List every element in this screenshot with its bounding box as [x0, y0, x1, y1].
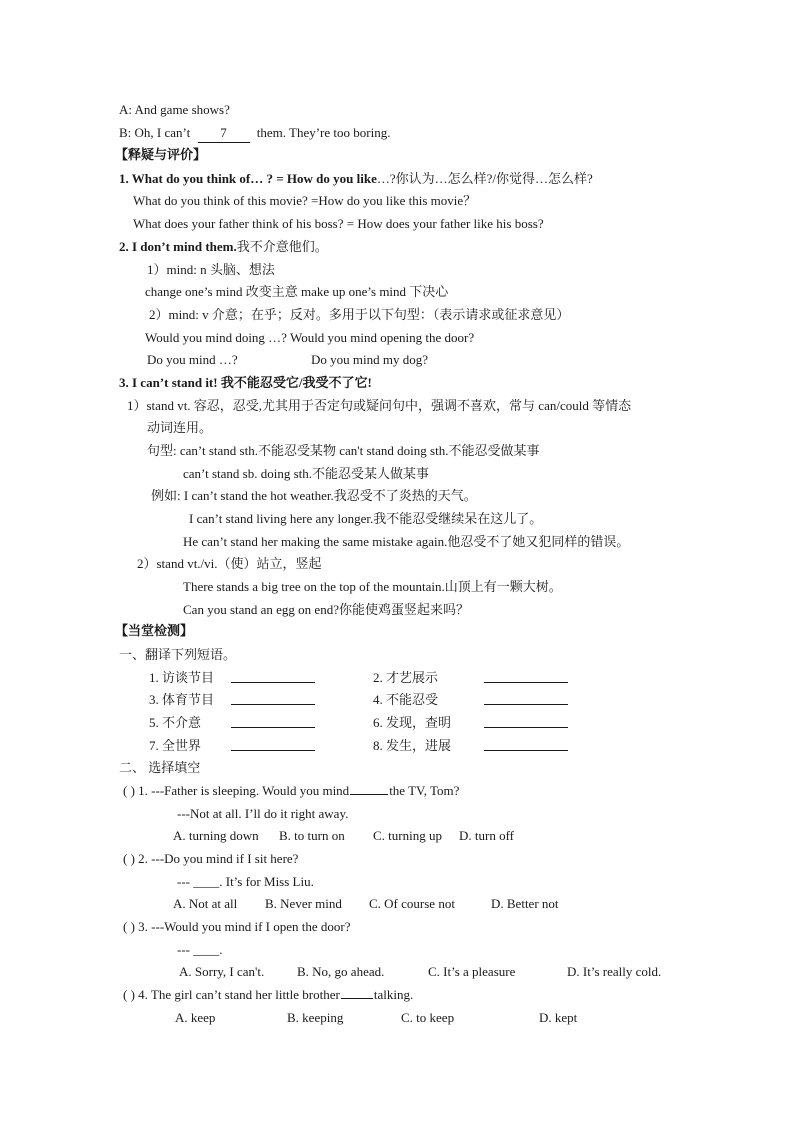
question-2-option-a[interactable]: A. Not at all	[173, 896, 238, 911]
phrase-item: 2. 才艺展示	[373, 670, 439, 685]
question-3-option-c[interactable]: C. It’s a pleasure	[428, 964, 516, 979]
phrase-item: 8. 发生，进展	[373, 738, 452, 753]
point3-line3: 句型: can’t stand sth.不能忍受某物 can't stand doing sth.不能忍受做某事	[147, 443, 540, 458]
point2-line3: 2）mind: v 介意；在乎；反对。多用于以下句型：（表示请求或征求意见）	[149, 307, 570, 322]
phrase-answer-blank[interactable]	[231, 737, 315, 756]
point3-line4: can’t stand sb. doing sth.不能忍受某人做某事	[183, 466, 430, 481]
question-4-option-b[interactable]: B. keeping	[287, 1010, 344, 1025]
phrase-item: 1. 访谈节目	[149, 670, 215, 685]
question-1-option-b[interactable]: B. to turn on	[279, 828, 345, 843]
phrase-answer-blank[interactable]	[231, 691, 315, 710]
point2-line5a: Do you mind …?	[147, 352, 238, 367]
question-4-option-c[interactable]: C. to keep	[401, 1010, 455, 1025]
phrase-answer-blank[interactable]	[231, 714, 315, 733]
phrase-answer-blank[interactable]	[231, 669, 315, 688]
question-1-option-d[interactable]: D. turn off	[459, 828, 515, 843]
phrase-answer-blank[interactable]	[484, 669, 568, 688]
question-2-line2: --- ____. It’s for Miss Liu.	[177, 874, 314, 889]
question-4-option-d[interactable]: D. kept	[539, 1010, 578, 1025]
question-1-stem: ( ) 1. ---Father is sleeping. Would you mind the TV, Tom?	[123, 783, 460, 798]
point1-example1: What do you think of this movie? =How do you like this movie？	[133, 193, 477, 208]
question-2-option-b[interactable]: B. Never mind	[265, 896, 342, 911]
point3-line1: 1）stand vt. 容忍，忍受,尤其用于否定句或疑问句中，强调不喜欢，常与 can/could 等情态	[127, 398, 632, 413]
dialog-b-suffix: them. They’re too boring.	[256, 125, 391, 140]
question-2-option-d[interactable]: D. Better not	[491, 896, 559, 911]
point2-line1: 1）mind: n 头脑、想法	[147, 262, 275, 277]
section-heading-explain: 【释疑与评价】	[115, 148, 207, 163]
question-2-option-c[interactable]: C. Of course not	[369, 896, 455, 911]
question-2-stem: ( ) 2. ---Do you mind if I sit here?	[123, 851, 299, 866]
point3-line2: 动词连用。	[147, 420, 213, 435]
phrase-item: 4. 不能忍受	[373, 692, 439, 707]
question-3-option-d[interactable]: D. It’s really cold.	[567, 964, 662, 979]
question-3-line2: --- ____.	[177, 942, 223, 957]
phrase-answer-blank[interactable]	[484, 691, 568, 710]
dialog-line-a: A: And game shows?	[119, 102, 230, 117]
point3-line7: He can’t stand her making the same mistake again.他忍受不了她又犯同样的错误。	[183, 534, 630, 549]
answer-blank: 7	[198, 124, 250, 143]
question-3-option-b[interactable]: B. No, go ahead.	[297, 964, 385, 979]
question-1-blank[interactable]	[350, 794, 388, 795]
dialog-b-prefix: B: Oh, I can’t	[119, 125, 191, 140]
point3-line10: Can you stand an egg on end?你能使鸡蛋竖起来吗？	[183, 602, 469, 617]
point2-title-bold: 2. I don’t mind them.	[119, 239, 237, 254]
question-4-option-a[interactable]: A. keep	[175, 1010, 216, 1025]
part2-title: 二、 选择填空	[119, 760, 201, 775]
question-4-blank[interactable]	[341, 998, 373, 999]
point2-line2: change one’s mind 改变主意 make up one’s mind 下决心	[145, 284, 449, 299]
point1-title	[119, 170, 593, 188]
question-3-option-a[interactable]: A. Sorry, I can't.	[179, 964, 265, 979]
question-1-option-c[interactable]: C. turning up	[373, 828, 442, 843]
phrase-item: 3. 体育节目	[149, 692, 215, 707]
point2-title	[119, 238, 328, 256]
point2-line4: Would you mind doing …? Would you mind opening the door?	[145, 330, 475, 345]
question-1-option-a[interactable]: A. turning down	[173, 828, 259, 843]
part1-title: 一、翻译下列短语。	[119, 647, 237, 662]
point3-line8: 2）stand vt./vi.（使）站立，竖起	[137, 556, 322, 571]
question-3-stem: ( ) 3. ---Would you mind if I open the door?	[123, 919, 351, 934]
point3-line9: There stands a big tree on the top of the mountain.山顶上有一颗大树。	[183, 579, 562, 594]
point3-line6: I can’t stand living here any longer.我不能忍受继续呆在这儿了。	[189, 511, 543, 526]
phrase-answer-blank[interactable]	[484, 737, 568, 756]
phrase-item: 5. 不介意	[149, 715, 202, 730]
point1-title-bold: 1. What do you think of… ? = How do you like	[119, 171, 377, 186]
point3-title: 3. I can’t stand it! 我不能忍受它/我受不了它!	[119, 375, 372, 390]
point3-line5: 例如: I can’t stand the hot weather.我忍受不了炎热的天气。	[151, 488, 477, 503]
phrase-item: 7. 全世界	[149, 738, 202, 753]
point2-title-rest: 我不介意他们。	[236, 239, 328, 254]
question-1-line2: ---Not at all. I’ll do it right away.	[177, 806, 349, 821]
question-4-stem: ( ) 4. The girl can’t stand her little brother talking.	[123, 987, 414, 1002]
phrase-item: 6. 发现，查明	[373, 715, 452, 730]
point1-title-rest: …?你认为…怎么样?/你觉得…怎么样?	[376, 171, 593, 186]
dialog-line-b	[119, 124, 390, 143]
point1-example2: What does your father think of his boss? = How does your father like his boss?	[133, 216, 544, 231]
point2-line5b: Do you mind my dog?	[311, 352, 428, 367]
section-heading-test: 【当堂检测】	[115, 624, 194, 639]
phrase-answer-blank[interactable]	[484, 714, 568, 733]
